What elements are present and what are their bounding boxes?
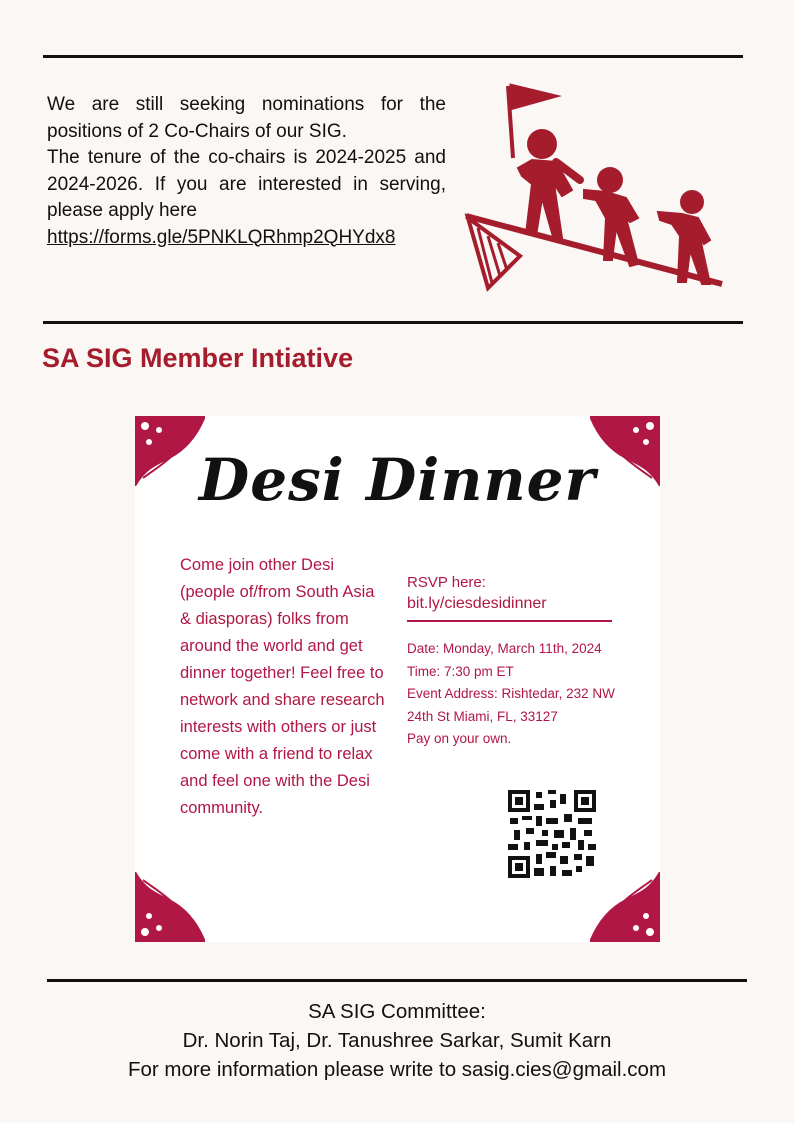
contact-info: For more information please write to sasig.cies@gmail.com (127, 1058, 667, 1081)
bottom-divider (47, 979, 747, 982)
mandala-corner-icon (590, 872, 660, 942)
footer (0, 997, 794, 1084)
rsvp-underline (407, 620, 612, 622)
committee-heading: SA SIG Committee: (308, 1000, 486, 1023)
desi-dinner-poster (135, 416, 660, 942)
event-address: Event Address: Rishtedar, 232 NW 24th St Miami, FL, 33127 (407, 686, 615, 724)
committee-members: Dr. Norin Taj, Dr. Tanushree Sarkar, Sumit Karn (182, 1029, 612, 1052)
middle-divider (43, 321, 743, 324)
poster-description: Come join other Desi (people of/from South Asia & diasporas) folks from around the world and get dinner together! Feel free to network and share research interests with others or just come with a friend to relax and feel one with the Desi community. (180, 556, 385, 817)
poster-title: Desi Dinner (198, 446, 597, 514)
nomination-form-link[interactable]: https://forms.gle/5PNKLQRhmp2QHYdx8 (47, 226, 396, 248)
event-date: Date: Monday, March 11th, 2024 (407, 641, 602, 656)
nomination-line-2: The tenure of the co-chairs is 2024-2025 and 2024-2026. If you are interested in serving, please apply here (47, 147, 446, 221)
rsvp-link[interactable]: bit.ly/ciesdesidinner (407, 595, 547, 612)
rsvp-block (407, 572, 612, 634)
top-divider (43, 55, 743, 58)
nomination-text (47, 92, 446, 251)
qr-code-icon[interactable] (506, 788, 598, 880)
event-payment: Pay on your own. (407, 731, 512, 746)
event-time: Time: 7:30 pm ET (407, 663, 514, 679)
mandala-corner-icon (135, 872, 205, 942)
nomination-line-1: We are still seeking nominations for the positions of 2 Co-Chairs of our SIG. (47, 94, 446, 142)
team-climbing-flag-icon (460, 78, 725, 293)
rsvp-label: RSVP here: (407, 574, 486, 591)
section-title: SA SIG Member Intiative (42, 343, 354, 373)
event-details (407, 638, 622, 751)
